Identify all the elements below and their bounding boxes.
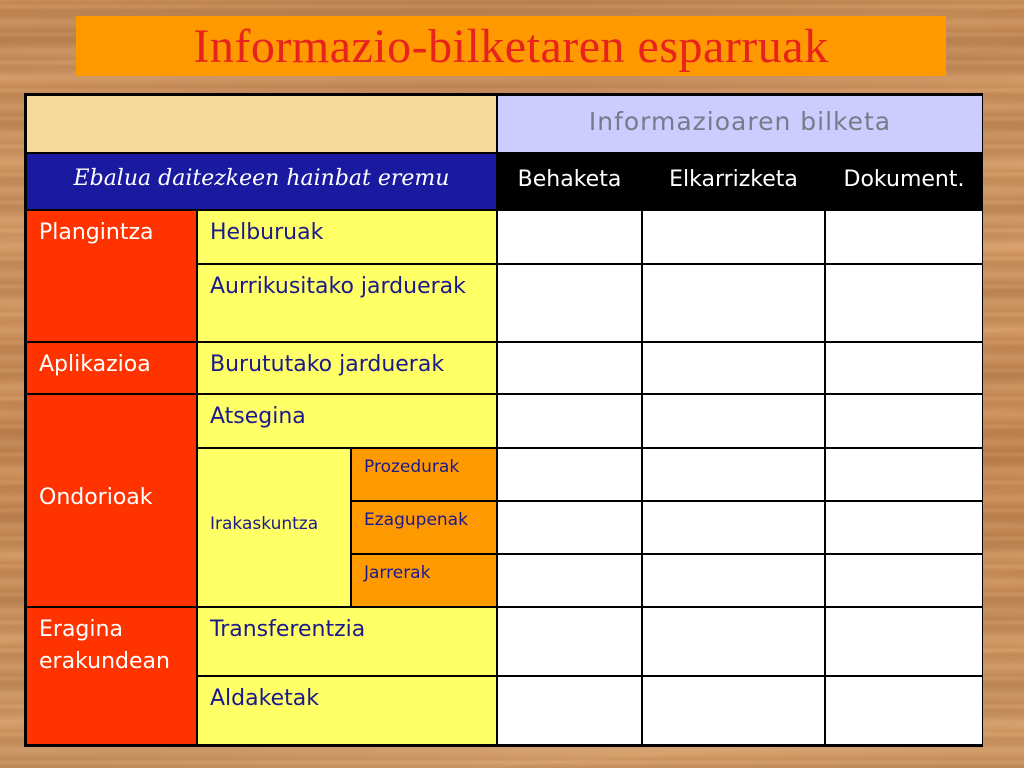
blank-cell <box>642 264 825 342</box>
sub-item-attitudes: Jarrerak <box>351 554 497 607</box>
item-satisfaction: Atsegina <box>197 394 497 448</box>
blank-cell <box>825 210 983 264</box>
blank-cell <box>825 448 983 501</box>
blank-cell <box>497 607 642 676</box>
blank-cell <box>642 676 825 745</box>
item-changes: Aldaketak <box>197 676 497 745</box>
item-completed-activities: Burututako jarduerak <box>197 342 497 394</box>
blank-cell <box>825 342 983 394</box>
blank-cell <box>642 342 825 394</box>
header-empty-cell <box>26 95 497 153</box>
method-header-interview: Elkarrizketa <box>642 153 825 210</box>
blank-cell <box>497 394 642 448</box>
blank-cell <box>825 264 983 342</box>
blank-cell <box>825 554 983 607</box>
blank-cell <box>497 676 642 745</box>
blank-cell <box>825 394 983 448</box>
blank-cell <box>642 554 825 607</box>
blank-cell <box>642 501 825 554</box>
sub-item-procedures: Prozedurak <box>351 448 497 501</box>
item-transfer: Transferentzia <box>197 607 497 676</box>
area-planning: Plangintza <box>26 210 197 342</box>
blank-cell <box>642 607 825 676</box>
sub-group-teaching: Irakaskuntza <box>197 448 351 607</box>
blank-cell <box>497 501 642 554</box>
areas-header: Ebalua daitezkeen hainbat eremu <box>26 153 497 210</box>
blank-cell <box>497 342 642 394</box>
sub-item-knowledge: Ezagupenak <box>351 501 497 554</box>
evaluation-table <box>24 93 983 747</box>
area-organizational-impact: Eragina erakundean <box>26 607 197 745</box>
item-goals: Helburuak <box>197 210 497 264</box>
blank-cell <box>825 607 983 676</box>
blank-cell <box>642 394 825 448</box>
area-results: Ondorioak <box>26 394 197 607</box>
slide-title: Informazio-bilketaren esparruak <box>76 16 946 76</box>
blank-cell <box>825 501 983 554</box>
info-collection-header: Informazioaren bilketa <box>497 95 983 153</box>
blank-cell <box>642 210 825 264</box>
item-planned-activities: Aurrikusitako jarduerak <box>197 264 497 342</box>
blank-cell <box>497 448 642 501</box>
method-header-document: Dokument. <box>825 153 983 210</box>
area-application: Aplikazioa <box>26 342 197 394</box>
blank-cell <box>497 264 642 342</box>
blank-cell <box>497 210 642 264</box>
blank-cell <box>497 554 642 607</box>
blank-cell <box>825 676 983 745</box>
method-header-observation: Behaketa <box>497 153 642 210</box>
blank-cell <box>642 448 825 501</box>
